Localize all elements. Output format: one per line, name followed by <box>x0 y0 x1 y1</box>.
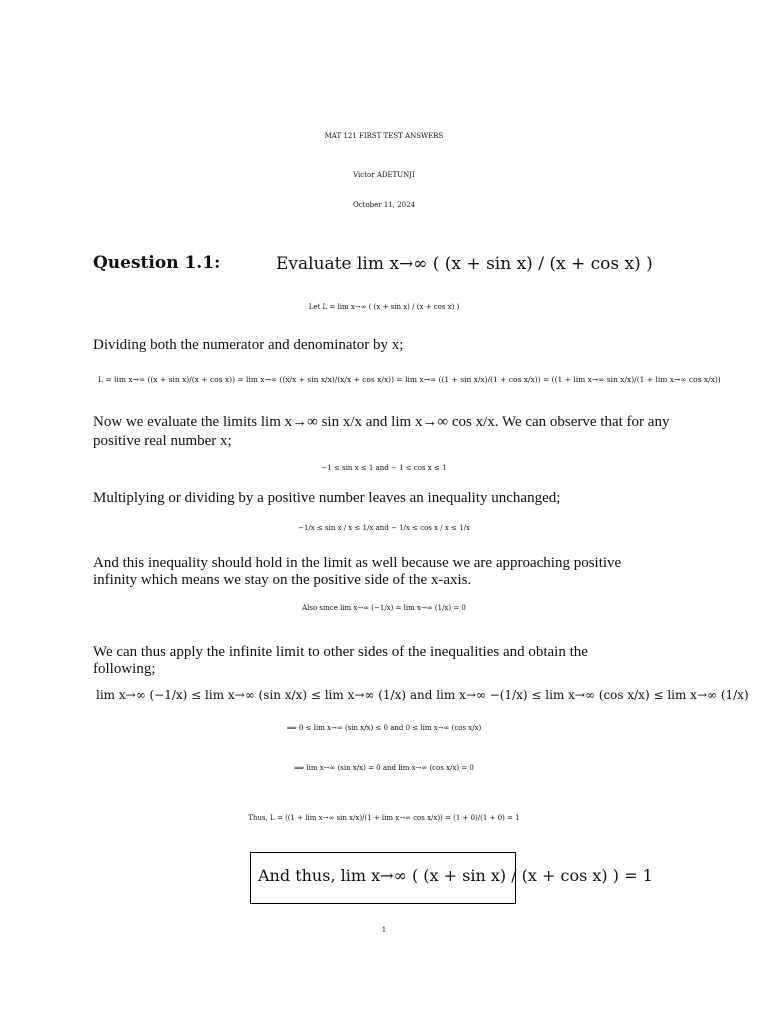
we-can-text-1: We can thus apply the infinite limit to other sides of the inequalities and obtain the <box>93 644 588 660</box>
multiplying-text: Multiplying or dividing by a positive number leaves an inequality unchanged; <box>93 490 561 506</box>
evaluate-expression: Evaluate lim x→∞ ( (x + sin x) / (x + cos x) ) <box>276 254 653 274</box>
final-answer: And thus, lim x→∞ ( (x + sin x) / (x + cos x) ) = 1 <box>258 866 653 885</box>
and-this-text-2: infinity which means we stay on the positive side of the x-axis. <box>93 572 472 588</box>
date: October 11, 2024 <box>352 201 416 209</box>
also-since-limits: Also since lim x→∞ (−1/x) = lim x→∞ (1/x) = 0 <box>302 604 466 612</box>
page-number: 1 <box>381 926 387 934</box>
we-can-text-2: following; <box>93 661 156 677</box>
thus-L-result: Thus, L = ((1 + lim x→∞ sin x/x)/(1 + lim x→∞ cos x/x)) = (1 + 0)/(1 + 0) = 1 <box>248 814 520 822</box>
and-this-text-1: And this inequality should hold in the limit as well because we are approaching positive <box>93 555 622 571</box>
question-label: Question 1.1: <box>93 253 221 273</box>
implies-limits-zero: ⟹ lim x→∞ (sin x/x) = 0 and lim x→∞ (cos x/x) = 0 <box>294 764 474 772</box>
implies-bounds: ⟹ 0 ≤ lim x→∞ (sin x/x) ≤ 0 and 0 ≤ lim x→∞ (cos x/x) <box>286 724 482 732</box>
paper-title: MAT 121 FIRST TEST ANSWERS <box>324 132 444 140</box>
dividing-text: Dividing both the numerator and denominator by x; <box>93 337 404 353</box>
author: Victor ADETUNJI <box>353 171 415 179</box>
now-evaluate-text-2: positive real number x; <box>93 433 232 449</box>
L-equation-chain: L = lim x→∞ ((x + sin x)/(x + cos x)) = lim x→∞ ((x/x + sin x/x)/(x/x + cos x/x)) = lim x→∞ ((1 + sin x/x)/(1 + cos x/x)) = ((1 + lim x→∞ sin x/x)/(1 + lim x→∞ cos x/x)) <box>98 375 721 384</box>
let-L-definition: Let L = lim x→∞ ( (x + sin x) / (x + cos x) ) <box>308 303 460 311</box>
limit-inequalities: lim x→∞ (−1/x) ≤ lim x→∞ (sin x/x) ≤ lim x→∞ (1/x) and lim x→∞ −(1/x) ≤ lim x→∞ (cos x/x) ≤ lim x→∞ (1/x) <box>96 688 749 702</box>
inequality-sin-cos: −1 ≤ sin x ≤ 1 and − 1 ≤ cos x ≤ 1 <box>321 464 447 472</box>
inequality-divided: −1/x ≤ sin x / x ≤ 1/x and − 1/x ≤ cos x / x ≤ 1/x <box>298 524 470 532</box>
now-evaluate-text-1: Now we evaluate the limits lim x→∞ sin x/x and lim x→∞ cos x/x. We can observe that for any <box>93 414 670 430</box>
